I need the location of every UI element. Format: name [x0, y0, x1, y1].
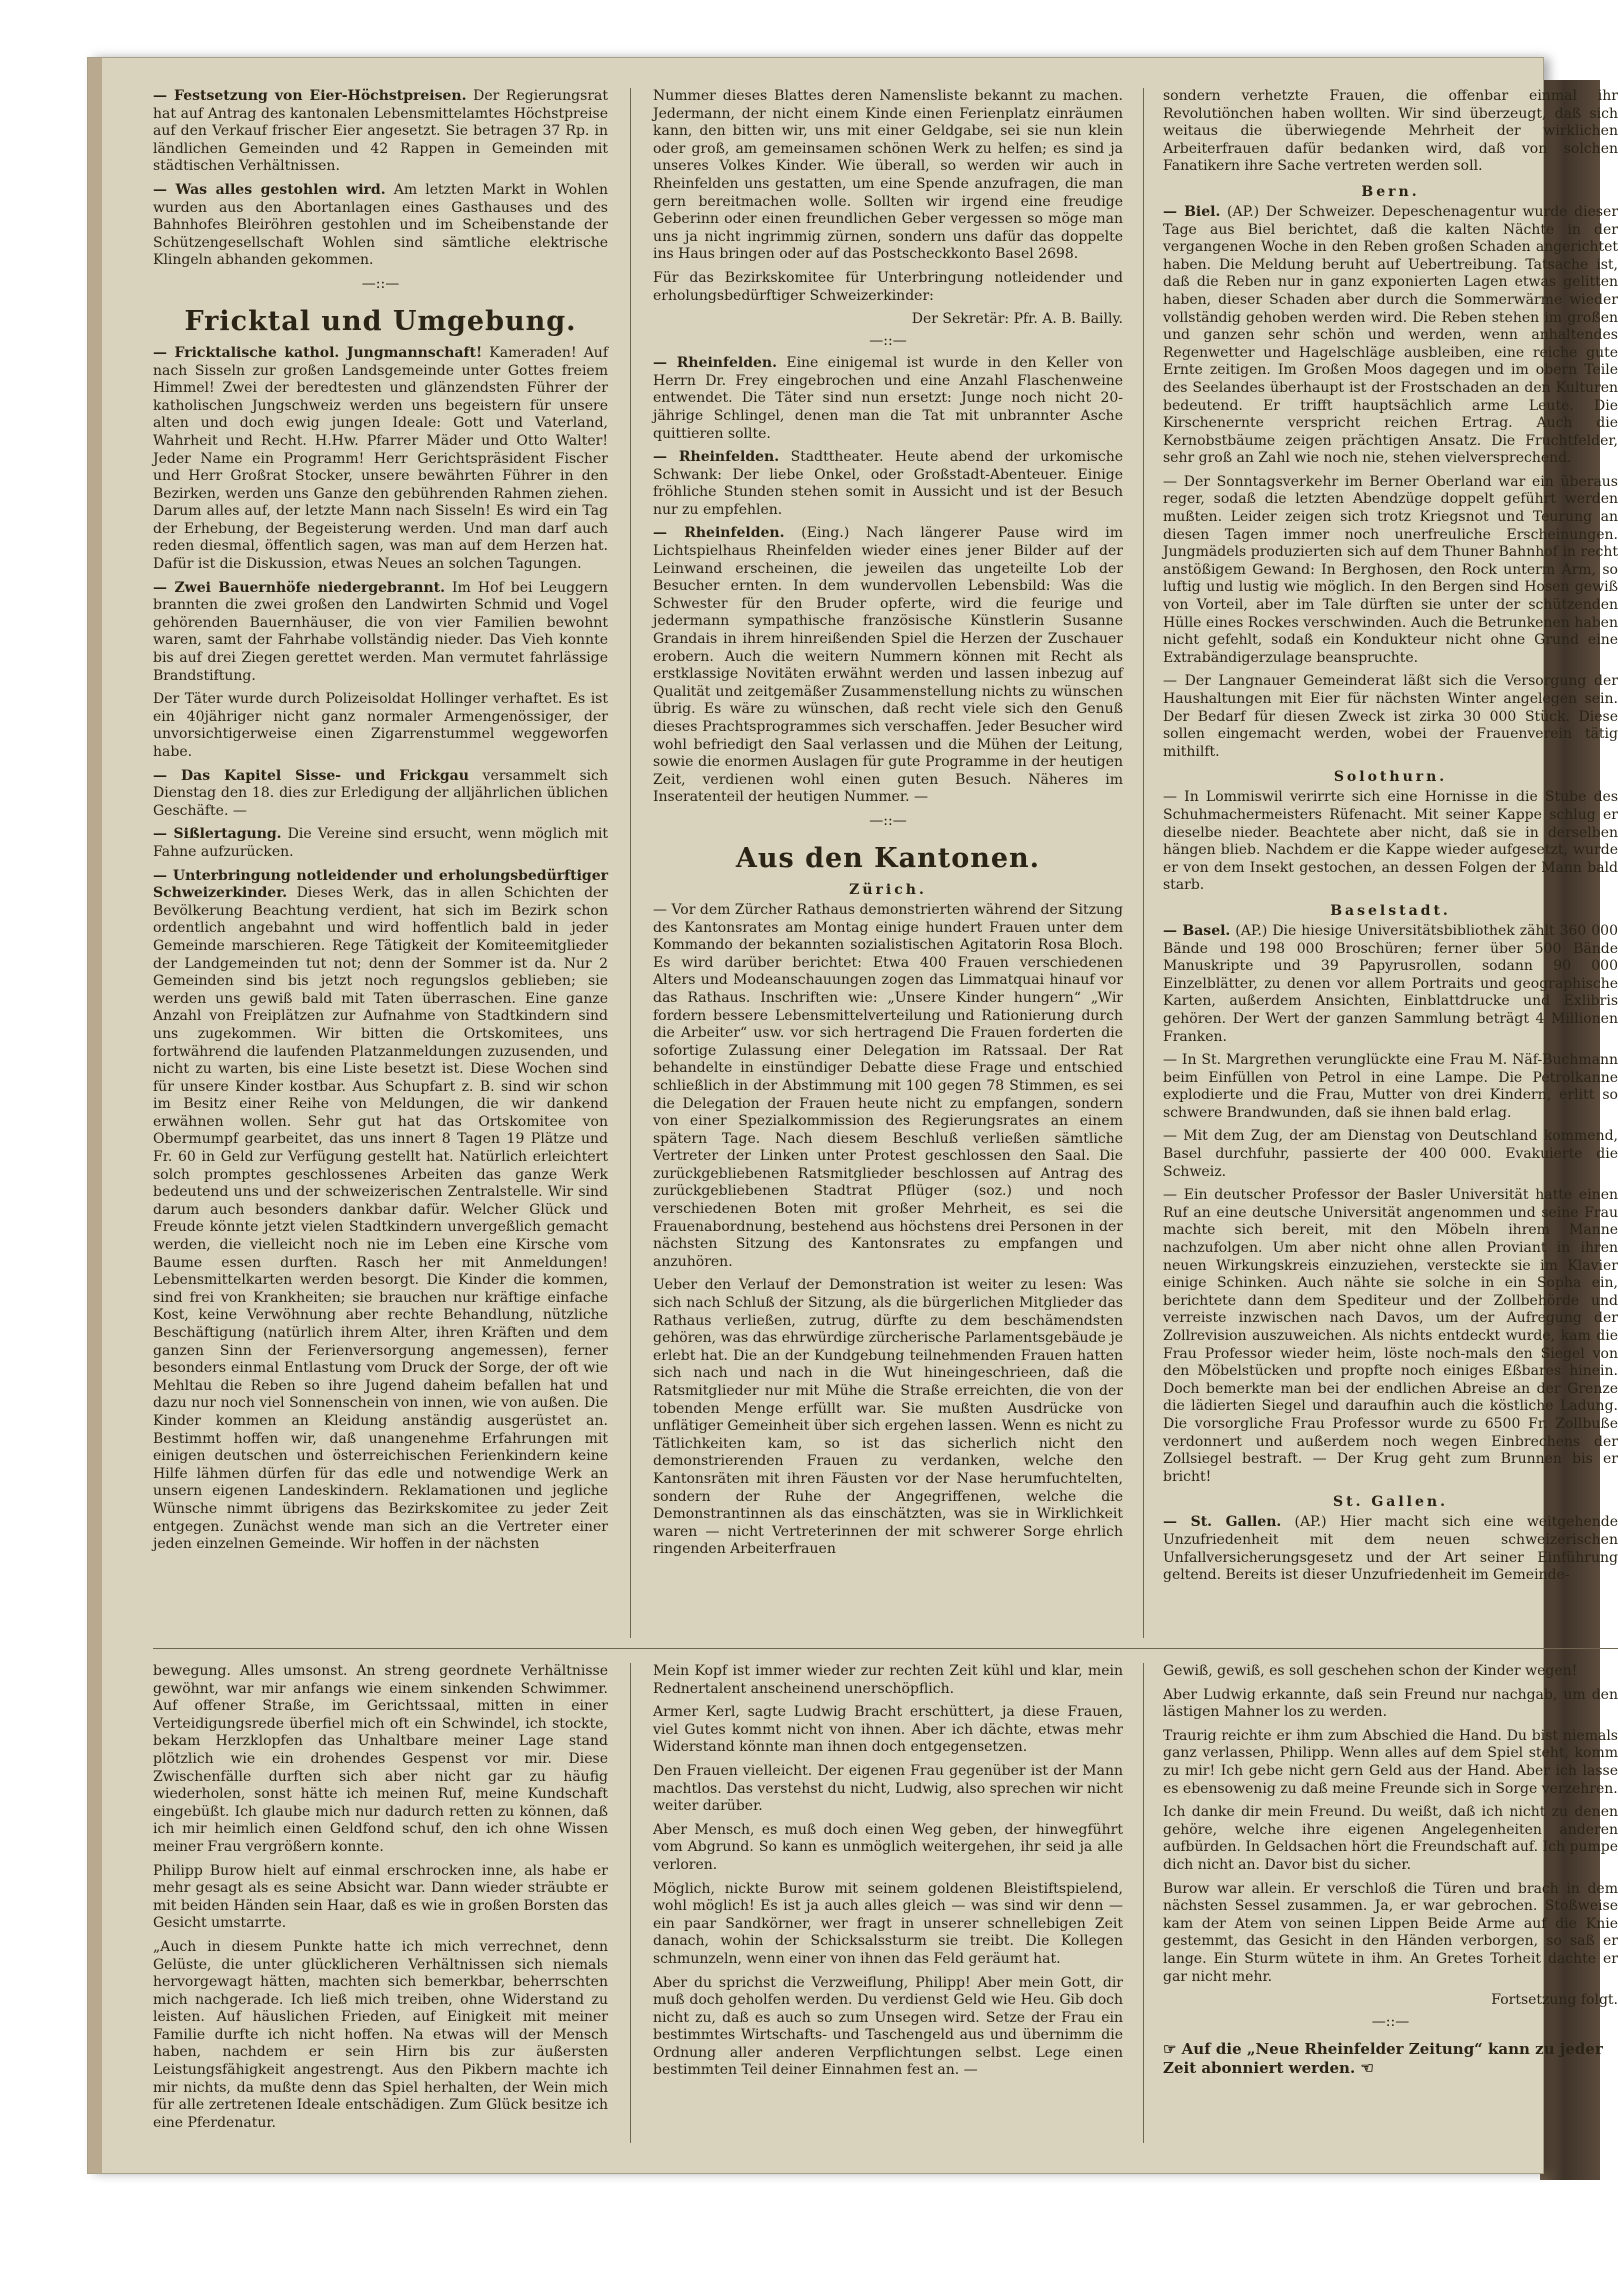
article-text: (Eing.) Nach längerer Pause wird im Lichtspielhaus Rheinfelden wieder eines jener Bilder auf der Leinwand erscheinen, die jeweilen das ungeteilte Lob der Besucher ernten. In dem wundervollen Lebensbild: Was die Schwester für den Bruder opferte, wird die feurige und jedermann sympathische französische Künstlerin Susanne Grandais in ihrem hinreißenden Spiel die Herzen der Zuschauer erobern. Auch die weitern Nummern können mit Recht als erstklassige Novitäten erwähnt werden und lassen inbezug auf Qualität und zeitgemäßer Zusammenstellung nichts zu wünschen übrig. Es wäre zu wünschen, daß recht viele sich den Genuß dieses Prachtsprogrammes sich verschaffen. Jeder Besucher wird wohl befriedigt den Saal verlassen und die Mühen der Leitung, sowie die enormen Auslagen für gute Programme in der heutigen Zeit, verdienen wohl einen guten Besuch. Näheres im Inseratenteil der heutigen Nummer. — [653, 525, 1123, 806]
feuilleton-left [153, 1663, 608, 2158]
article-paragraph [1163, 1881, 1618, 1987]
article-text: — Mit dem Zug, der am Dienstag von Deutschland kommend, Basel durchfuhr, passierte der 400 000. Evakuierte die Schweiz. [1163, 1128, 1618, 1180]
article-text: Möglich, nickte Burow mit seinem goldenen Bleistiftspielend, wohl möglich! Es ist ja auch alles gleich — was sind wir denn — ein paar Sandkörner, wer fragt in unserer schnellebigen Zeit danach, wohin der Schicksalssturm sie treibt. Die Kollegen schmunzeln, wenn einer von ihnen das Feld geräumt hat. [653, 1880, 1123, 1967]
feuilleton-right [1163, 1663, 1618, 2158]
article-paragraph [153, 691, 608, 761]
article-text: Gewiß, gewiß, es soll geschehen schon der Kinder wegen! [1163, 1663, 1578, 1679]
column-rule [1143, 88, 1144, 1638]
article-headline: — Unterbringung notleidender und erholungsbedürftiger Schweizerkinder. [153, 867, 608, 902]
article-headline: — Zwei Bauernhöfe niedergebrannt. [153, 579, 445, 596]
canton-heading: Baselstadt. [1330, 902, 1451, 919]
article-text: Am letzten Markt in Wohlen wurden aus den Abortanlagen eines Gasthauses und des Bahnhofes Bleiröhren gestohlen und im Scheibenstande der Schützengesellschaft Wohlen sind sämtliche elektrische Klingeln abhanden gekommen. [153, 181, 608, 269]
article-text: (AP.) Die hiesige Universitätsbibliothek zählt 360 000 Bände und 198 000 Broschüren; ferner über 500 Bände Manuskripte und 39 Papyrusrollen, sodann 90 000 Einzelblätter, zu denen vor allem Portraits und geographische Karten, außerdem Ansichten, Einblattdrucke und Exlibris gehören. Der Wert der ganzen Sammlung beträgt 4 Millionen Franken. [1163, 922, 1618, 1045]
article-text: versammelt sich Dienstag den 18. dies zur Erledigung der alljährlichen üblichen Geschäfte. — [153, 767, 609, 819]
article-paragraph [1163, 1687, 1618, 1722]
article-headline: — Was alles gestohlen wird. [153, 181, 386, 198]
article-paragraph [153, 826, 608, 861]
article-text: (AP.) Hier macht sich eine weitgehende Unzufriedenheit mit dem neuen schweizerischen Unfallversicherungsgesetz und der Art seiner Einführung geltend. Bereits ist dieser Unzufriedenheit im Gemeinde- [1163, 1514, 1618, 1584]
article-text: „Auch in diesem Punkte hatte ich mich verrechnet, denn Gelüste, die unter glücklicheren Verhältnissen sich niemals hervorgewagt hätten, machten sich bemerkbar, beherrschten mich nachgerade. Ich ließ mich treiben, ohne Widerstand zu leisten. Auf häuslichen Frieden, auf Einigkeit mit meiner Familie durfte ich nicht hoffen. Na etwas will der Mensch haben, nachdem er sein Hirn bis zur äußersten Leistungsfähigkeit angestrengt. Aus den Pikbern machte ich mir nichts, da mußte denn das Spiel herhalten, der Wein mich für alle zertretenen Ideale entschädigen. Zum Glück besitze ich eine Pferdenatur. [153, 1938, 608, 2131]
article-paragraph [653, 1881, 1123, 1969]
column-rule [630, 88, 631, 1638]
separator: —::— [869, 333, 907, 350]
article-paragraph [653, 1277, 1123, 1559]
article-text: Aber du sprichst die Verzweiflung, Philipp! Aber mein Gott, dir muß doch geholfen werden. Du verdienst Geld wie Heu. Gib doch nicht zu, daß es auch so zum Unsegen wird. Setze der Frau ein bestimmtes Wirtschafts- und Taschengeld aus und übernimm die Ordnung aller anderen Verpflichtungen selbst. Lege einen bestimmten Teil deiner Einnahmen fest an. — [653, 1974, 1123, 2079]
article-text: Dieses Werk, das in allen Schichten der Bevölkerung Beachtung verdient, hat sich im Bezirk schon ordentlich angebahnt und wird hoffentlich bald in jeder Gemeinde marschieren. Rege Tätigkeit der Komiteemitglieder der Landgemeinden tut not; denn der Sommer ist da. Nur 2 Gemeinden sind bis jetzt noch regungslos geblieben; sie werden uns gewiß bald mit Taten überraschen. Eine ganze Anzahl von Freiplätzen zur Aufnahme von Stadtkindern sind uns zugekommen. Wir bitten die Ortskomitees, uns fortwährend die laufenden Platzanmeldungen zuzusenden, und nicht zu warten, bis eine Liste besetzt ist. Diese Wochen sind für unsere Kinder kostbar. Aus Schupfart z. B. sind wir schon im Besitz einer Reihe von Meldungen, die wir dankend erwähnen wollen. Sehr gut hat das Ortskomitee von Obermumpf gearbeitet, das uns innert 8 Tagen 19 Plätze und Fr. 60 in Geld zur Verfügung gestellt hat. Natürlich erleichtert solch promptes geschlossenes Arbeiten das ganze Werk bedeutend uns und der schweizerischen Zentralstelle. Wir sind darum auch besonders dankbar dafür. Welcher Glück und Freude könnte jetzt vielen Stadtkindern unvergeßlich gemacht werden, die vielleicht noch nie im Leben eine Kirsche vom Baume essen durften. Rasch her mit Anmeldungen! Lebensmittelkarten werden besorgt. Die Kinder die kommen, sind frei von Krankheiten; sie brauchen nur kräftige einfache Kost, keine Verwöhnung aber rechte Behandlung, nützliche Beschäftigung (natürlich ihrem Alter, ihren Kräften und dem ganzen Sinn der Ferienversorgung angemessen), ferner besonders einmal Entlastung vom Druck der Sorge, der oft wie Mehltau die Reben so ihre Jugend daheim befallen hat und dazu nur noch viel Sonnenschein von innen, wie von außen. Die Kinder kommen an Kleidung anständig ausgerüstet an. Bestimmt hoffen wir, daß unangenehme Erfahrungen mit einigen deutschen und österreichischen Ferienkindern keine Hilfe lähmen dürfen für das edle und notwendige Werk an unsern eigenen Landeskindern. Reklamationen und jegliche Wünsche nimmt übrigens das Bezirkskomitee zu jeder Zeit entgegen. Zunächst wende man sich an die Vertreter einer jeden einzelnen Gemeinde. Wir hoffen in der nächsten [153, 885, 609, 1553]
article-text: Mein Kopf ist immer wieder zur rechten Zeit kühl und klar, mein Rednertalent anscheinend unerschöpflich. [653, 1663, 1123, 1697]
article-paragraph [1163, 1187, 1618, 1486]
article-paragraph [653, 88, 1123, 264]
article-paragraph [653, 270, 1123, 305]
canton-heading: Solothurn. [1333, 769, 1448, 786]
article-text: Den Frauen vielleicht. Der eigenen Frau gegenüber ist der Mann machtlos. Das verstehst du nicht, Ludwig, also sprechen wir nicht weiter darüber. [653, 1762, 1123, 1815]
canton-heading: St. Gallen. [1333, 1494, 1448, 1511]
article-text: (AP.) Der Schweizer. Depeschenagentur wurde dieser Tage aus Biel berichtet, daß die kalten Nächte in der vergangenen Woche in den Reben großen Schaden angerichtet haben. Die Meldung beruht auf Uebertreibung. Tatsache ist, daß die Reben nur in ganz exponierten Lagen etwas gelitten haben, dieser Schaden aber durch die Sommerwärme wieder vollständig gehoben werden wird. Die Reben stehen im großen und ganzen sehr schön und werden, wenn anhaltendes Regenwetter und Hagelschläge ausbleiben, eine reiche gute Ernte zeitigen. Im Großen Moos dagegen und im obern Teile des Seelandes überhaupt ist der Frostschaden an den Kulturen bedeutend. Er trifft hauptsächlich arme Leute. Die Kirschenernte verspricht reichen Ertrag. Auch die Kernobstbäume zeigen prächtigen Ansatz. Die Fruchtfelder, sehr groß an Zahl wie noch nie, stehen vielversprechend. [1163, 203, 1618, 467]
article-paragraph [653, 1822, 1123, 1875]
article-paragraph [1163, 789, 1618, 895]
article-paragraph [1163, 1128, 1618, 1181]
article-paragraph [1163, 923, 1618, 1046]
article-text: Armer Kerl, sagte Ludwig Bracht erschüttert, ja diese Frauen, viel Gutes kommt nicht von ihnen. Aber ich dächte, etwas mehr Widerstand könnte man ihnen doch entgegensetzen. [653, 1704, 1123, 1756]
article-paragraph [153, 580, 608, 686]
article-headline: — Fricktalische kathol. Jungmannschaft! [153, 344, 483, 361]
article-headline: — Rheinfelden. [653, 525, 785, 542]
feuilleton-middle [653, 1663, 1123, 2158]
article-paragraph [153, 345, 608, 574]
article-text: Im Hof bei Leuggern brannten die zwei großen den Landwirten Schmid und Vogel gehörenden Bauernhäuser, die von vier Familien bewohnt waren, samt der Fahrhabe vollständig nieder. Das Vieh konnte bis auf drei Ziegen gerettet werden. Man vermutet fahrlässige Brandstiftung. [153, 579, 609, 684]
article-text: Die Vereine sind ersucht, wenn möglich mit Fahne aufzurücken. [153, 826, 609, 860]
article-paragraph [653, 1763, 1123, 1816]
article-text: — Vor dem Zürcher Rathaus demonstrierten während der Sitzung des Kantonsrates am Montag einige hundert Frauen unter dem Kommando der bekannten sozialistischen Agitatorin Rosa Bloch. Es wird darüber berichtet: Etwa 400 Frauen verschiedenen Alters und Modeanschauungen zogen das Limmatquai hinauf vor das Rathaus. Inschriften wie: „Unsere Kinder hungern“ „Wir fordern bessere Lebensmittelverteilung und Rationierung durch die Arbeiter“ usw. vor sich hertragend Die Frauen forderten die sofortige Zulassung einer Delegation im Ratssaal. Der Rat behandelte in einstündiger Debatte diese Frage und entschied schließlich in der Abstimmung mit 100 gegen 78 Stimmen, es sei die Delegation der Frauen heute nicht zu empfangen, sondern von einer Spezialkommission des Regierungsrates an einem spätern Tage. Nach diesem Beschluß verließen sämtliche Vertreter der Linken unter Protest geschlossen den Saal. Die zurückgebliebenen Ratsmitglieder beschlossen auf Antrag des zurückgebliebenen Stadtrat Pflüger (soz.) und noch verschiedenen Boten mit großer Mehrheit, es sei die Frauenabordnung, bestehend aus höchstens drei Personen in der nächsten Sitzung des Kantonsrates zu empfangen und anzuhören. [653, 901, 1123, 1270]
article-paragraph [153, 1863, 608, 1933]
article-paragraph [153, 768, 608, 821]
article-paragraph [653, 525, 1123, 807]
article-paragraph [1163, 88, 1618, 176]
article-text: — Der Sonntagsverkehr im Berner Oberland war ein überaus reger, sodaß die letzten Abendzüge doppelt geführt werden mußten. Leider zeigen sich trotz Kriegsnot und Teurung an diesen Tagen immer noch unerfreuliche Erscheinungen. Jungmädels produzierten sich auf dem Thuner Bahnhof in recht anstößigem Gewand: In Berghosen, den Rock unterm Arm, so luftig und lustig wie möglich. In den Bergen sind Hosen gewiß von Vorteil, aber im Tale dürften sie unter der schützenden Hülle eines Rockes verschwinden. Auch die Betrunkenen haben nicht gefehlt, sodaß ein Kondukteur nicht ohne Grund eine Extrabändigerzulage beanspruchte. [1163, 473, 1618, 666]
feuilleton-rule [153, 1648, 1618, 1649]
article-paragraph [1163, 1663, 1618, 1681]
column-rule [1143, 1663, 1144, 2143]
column-right [1163, 88, 1618, 1638]
article-paragraph [1163, 1514, 1618, 1584]
article-text: Philipp Burow hielt auf einmal erschrocken inne, als habe er mehr gesagt als es seine Absicht war. Dann wieder sträubte er mit beiden Händen sein Haar, daß es wie in großen Borsten das Gesicht umstarrte. [153, 1862, 608, 1932]
article-headline: — Biel. [1163, 203, 1221, 220]
article-text: Aber Ludwig erkannte, daß sein Freund nur nachgab, um den lästigen Mahner los zu werden. [1163, 1686, 1618, 1721]
article-paragraph [653, 1975, 1123, 2081]
article-paragraph [653, 1663, 1123, 1698]
canton-heading: Bern. [1361, 183, 1420, 200]
article-text: sondern verhetzte Frauen, die offenbar einmal ihr Revolutiönchen haben wollten. Wir sind überzeugt, daß sich weitaus die überwiegende Mehrheit der wirklichen Arbeiterfrauen dafür bedanken wird, daß von solchen Fanatikern ihre Sache vertreten werden soll. [1163, 88, 1618, 175]
article-text: — In Lommiswil verirrte sich eine Hornisse in die Stube des Schuhmachermeisters Rüfenacht. Mit seiner Kappe schlug er dieselbe nieder. Beachtete aber nicht, daß sie in derselben hängen blieb. Nachdem er die Kappe wieder aufgesetzt, wurde er von dem Insekt gestochen, an dessen Folgen der Mann bald starb. [1163, 789, 1618, 894]
article-text: Burow war allein. Er verschloß die Türen und brach in dem nächsten Sessel zusammen. Ja, er war gebrochen. Stoßweise kam der Atem von seinen Lippen Beide Arme auf die Knie gestemmt, das Gesicht in den Händen verborgen, so saß er lange. Ein Sturm wütete in ihm. An Gretes Torheit dachte er gar nicht mehr. [1163, 1880, 1618, 1985]
article-paragraph [153, 182, 608, 270]
article-paragraph [653, 902, 1123, 1271]
article-paragraph [1163, 1052, 1618, 1122]
separator: —::— [869, 812, 907, 829]
column-rule [630, 1663, 631, 2143]
article-paragraph [653, 449, 1123, 519]
article-text: Kameraden! Auf nach Sisseln zur großen Landsgemeinde unter Gottes freiem Himmel! Zwei der beredtesten und glänzendsten Führer der katholischen Jungschweiz werden uns begeistern für unsere alten und doch ewig jungen Ideale: Gott und Vaterland, Wahrheit und Recht. H.Hw. Pfarrer Mäder und Otto Walter! Jeder Name ein Programm! Herr Gerichtspräsident Fischer und Herr Großrat Stocker, unsere bewährten Führer in den Bezirken, werden uns Ganze den gebührenden Rahmen ziehen. Darum alles auf, der letzte Mann nach Sisseln! Es wird ein Tag der Erhebung, der Begeisterung werden. Und man darf auch reden diesmal, öffentlich sagen, was man auf dem Herzen hat. Dafür ist die Diskussion, etwas Neues an solchen Tagungen. [153, 344, 609, 573]
article-headline: — Rheinfelden. [653, 355, 777, 372]
article-paragraph [653, 355, 1123, 443]
article-headline: — St. Gallen. [1163, 1514, 1282, 1531]
article-headline: — Das Kapitel Sisse- und Frickgau [153, 767, 469, 784]
article-paragraph [1163, 1804, 1618, 1874]
article-text: — Der Langnauer Gemeinderat läßt sich die Versorgung der Haushaltungen mit Eier für nächsten Winter angelegen sein. Der Bedarf für diesen Zweck ist zirka 30 000 Stück. Diese sollen eingemacht werden, wobei der Frauenverein tätig mithilft. [1163, 673, 1618, 760]
article-headline: — Sißlertagung. [153, 826, 282, 843]
subscription-notice: ☞ Auf die „Neue Rheinfelder Zeitung“ kann zu jeder Zeit abonniert werden. ☜ [1163, 2040, 1603, 2078]
article-headline: — Basel. [1163, 922, 1231, 939]
article-text: Stadttheater. Heute abend der urkomische Schwank: Der liebe Onkel, oder Großstadt-Abenteuer. Einige fröhliche Stunden stehen somit in Aussicht und ist der Besuch nur zu empfehlen. [653, 449, 1123, 518]
newspaper-page [88, 58, 1618, 2173]
article-text: Der Regierungsrat hat auf Antrag des kantonalen Lebensmittelamtes Höchstpreise auf den Verkauf frischer Eier angesetzt. Sie betragen 37 Rp. in ländlichen Gemeinden und 42 Rappen in Gemeinden mit städtischen Verhältnissen. [153, 88, 608, 175]
separator: —::— [1371, 2014, 1410, 2031]
article-paragraph [153, 1939, 608, 2133]
article-text: Aber Mensch, es muß doch einen Weg geben, der hinwegführt vom Abgrund. So kann es unmöglich weitergehen, ihr seid ja alle verloren. [653, 1821, 1123, 1873]
signature-line: Der Sekretär: Pfr. A. B. Bailly. [911, 311, 1123, 328]
article-text: Traurig reichte er ihm zum Abschied die Hand. Du bist niemals ganz verlassen, Philipp. Wenn alles auf dem Spiel steht, komm zu mir! Ich gebe nicht gern Geld aus der Hand. Aber ich lasse es ebensowenig zu daß meine Freunde sich in Sorge verzehren. [1163, 1727, 1618, 1797]
section-heading: Aus den Kantonen. [735, 842, 1041, 874]
canton-heading: Zürich. [849, 881, 927, 898]
signature-line: Fortsetzung folgt. [1491, 1992, 1618, 2009]
article-text: bewegung. Alles umsonst. An streng geordnete Verhältnisse gewöhnt, war mir anfangs wie einem sinkenden Schwimmer. Auf offener Straße, im Gerichtssaal, mitten in einer Verteidigungsrede überfiel mich oft ein Schwindel, ich stockte, bekam Herzklopfen das Unhaltbare meiner Lage stand plötzlich wie ein drohendes Gespenst vor mir. Diese Zwischenfälle durften sich aber nicht gar zu häufig wiederholen, sonst hätte ich meinen Ruf, meine Kundschaft eingebüßt. Ich glaube mich nur dadurch retten zu können, daß ich mir heimlich einen Geldfond schuf, den ich ohne Wissen meiner Frau vergrößern konnte. [153, 1663, 608, 1855]
article-text: — Ein deutscher Professor der Basler Universität hatte einen Ruf an eine deutsche Universität angenommen und seine Frau machte sich bereit, mit den Möbeln ihrem Manne nachzufolgen. Um aber nicht ohne allen Proviant in ihren neuen Wirkungskreis einzuziehen, versteckte sie im Klavier einige Schinken. Auch nähte sie solche in ein Sopha ein, berichtete dann dem Spediteur und der Zollbehörde und verreiste inzwischen nach Davos, um der Aufregung der Zollrevision auszuweichen. Als nichts entdeckt wurde, kam die Frau Professor wieder heim, löste noch-mals den Siegel von den Möbelstücken und propfte noch einiges Eßbares hinein. Doch bemerkte man bei der endlichen Abreise an der Grenze die lädierten Siegel und daraufhin auch die köstliche Ladung. Die vorsorgliche Frau Professor wurde zu 6500 Fr. Zollbuße verdonnert und außerdem noch wegen Einbrechens der Zollsiegel bestraft. — Der Krug geht zum Brunnen bis er bricht! [1163, 1187, 1618, 1485]
article-text: Nummer dieses Blattes deren Namensliste bekannt zu machen. Jedermann, der nicht einem Kinde einen Ferienplatz einräumen kann, den bitten wir, uns mit einer Geldgabe, sei sie nun klein oder groß, am gemeinsamen schönen Werk zu helfen; es sind ja unseres Volkes Kinder. Wie überall, so werden wir auch in Rheinfelden uns gestatten, um eine Spende anzufragen, die man gern bereitmachen wolle. Sollten wir irgend eine freudige Geberinn oder einen freundlichen Geber vergessen so möge man uns ja nicht ingrimmig zürnen, sondern uns dafür das doppelte ins Haus bringen oder auf das Postscheckkonto Basel 2698. [653, 88, 1123, 263]
article-headline: — Festsetzung von Eier-Höchstpreisen. [153, 88, 467, 104]
separator: —::— [361, 275, 400, 292]
article-text: Für das Bezirkskomitee für Unterbringung notleidender und erholungsbedürftiger Schweizerkinder: [653, 269, 1123, 304]
article-text: Eine einigemal ist wurde in den Keller von Herrn Dr. Frey eingebrochen und eine Anzahl Flaschenweine entwendet. Die Täter sind nun ersetzt: Junge noch nicht 20-jährige Schlingel, denen man die Tat mit unbrannter Asche quittieren sollte. [653, 355, 1123, 442]
article-paragraph [153, 868, 608, 1554]
column-middle [653, 88, 1123, 1638]
article-text: Ueber den Verlauf der Demonstration ist weiter zu lesen: Was sich nach Schluß der Sitzung, als die bürgerlichen Mitglieder das Rathaus verließen, zutrug, dürfte zu dem beschämendsten gehören, was das ehrwürdige zürcherische Parlamentsgebäude je erlebt hat. Die an der Kundgebung teilnehmenden Frauen hatten sich nach und nach in die Wut hineingeschrieen, daß die Ratsmitglieder nur mit Mühe die Straße erreichten, die von der tobenden Menge erfüllt war. Sie mußten Ausdrücke von unflätiger Gemeinheit über sich ergehen lassen. Wenn es nicht zu Tätlichkeiten kam, so ist das sicherlich nicht den demonstrierenden Frauen zu verdanken, welche den Kantonsräten mit ihren Fäusten vor der Nase herumfuchtelten, sondern der Ruhe der Angegriffenen, welche die Demonstrantinnen als das einschätzten, was sie in Wirklichkeit waren — nicht Vertreterinnen der mit schwerer Sorge ehrlich ringenden Arbeiterfrauen [653, 1277, 1123, 1558]
article-paragraph [153, 1663, 608, 1857]
article-headline: — Rheinfelden. [653, 449, 780, 466]
article-paragraph [1163, 474, 1618, 668]
section-heading: Fricktal und Umgebung. [184, 305, 577, 337]
article-paragraph [1163, 1728, 1618, 1798]
column-left [153, 88, 608, 1638]
article-paragraph [653, 1704, 1123, 1757]
article-paragraph [1163, 673, 1618, 761]
article-text: Der Täter wurde durch Polizeisoldat Hollinger verhaftet. Es ist ein 40jähriger nicht ganz normaler Armengenössiger, der unvorsichtigerweise einen Zigarrenstummel weggeworfen habe. [153, 691, 608, 760]
article-text: Ich danke dir mein Freund. Du weißt, daß ich nicht zu denen gehöre, welche ihre eigenen Angelegenheiten anderen aufbürden. In Geldsachen hört die Freundschaft auf. Ich pumpe dich nicht an. Davor bist du sicher. [1163, 1804, 1618, 1873]
article-paragraph [153, 88, 608, 176]
article-text: — In St. Margrethen verunglückte eine Frau M. Näf-Buchmann beim Einfüllen von Petrol in eine Lampe. Die Petrolkanne explodierte und die Frau, Mutter von drei Kindern, erlitt so schwere Brandwunden, daß sie ihnen bald erlag. [1163, 1052, 1618, 1121]
article-paragraph [1163, 204, 1618, 468]
